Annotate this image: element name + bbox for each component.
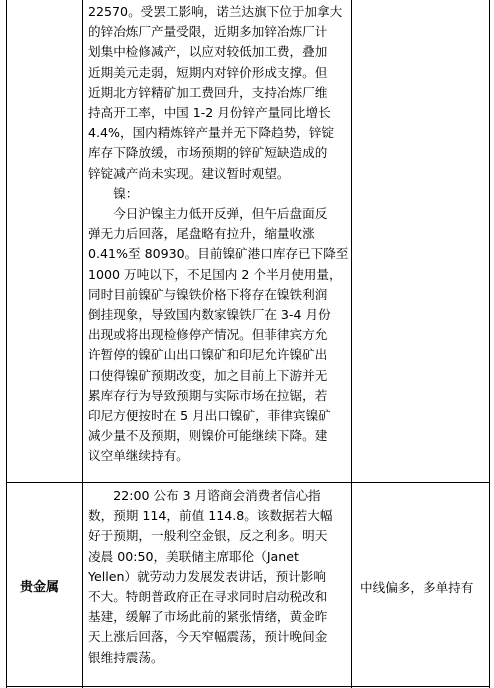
nickel-line: 今日沪镍主力低开反弹，但午后盘面反 — [113, 206, 328, 222]
gold-line: 好于预期，一般利空金银，反之利多。明天 — [88, 528, 328, 544]
gold-line: 数，预期 114，前值 114.8。该数据若大幅 — [88, 508, 333, 524]
gold-line: 22:00 公布 3 月谘商会消费者信心指 — [113, 488, 321, 503]
zinc-analysis — [88, 2, 350, 184]
table-row-divider — [6, 482, 490, 483]
strategy-precious-metals: 中线偏多，多单持有 — [360, 580, 474, 595]
gold-line: Yellen）就劳动力发展发表讲话，预计影响 — [88, 568, 326, 584]
nickel-line: 减少量不及预期，则镍价可能继续下降。建 — [88, 428, 328, 444]
nickel-line: 出现或将出现检修停产情况。但菲律宾方允 — [88, 327, 328, 343]
gold-line: 天上涨后回落，今天窄幅震荡，预计晚间金 — [88, 629, 328, 645]
category-precious-metals: 贵金属 — [20, 580, 60, 595]
nickel-analysis — [88, 204, 350, 467]
nickel-line: 口使得镍矿预期改变，加之目前上下游并无 — [88, 367, 328, 383]
analysis-cell-base-metals — [88, 2, 350, 467]
zinc-line: 持高开工率，中国 1-2 月份锌产量同比增长 — [88, 105, 331, 121]
nickel-line: 1000 万吨以下，不足国内 2 个半月使用量， — [88, 266, 342, 282]
table-left-border — [6, 0, 7, 688]
nickel-line: 许暂停的镍矿山出口镍矿和印尼允许镍矿出 — [88, 347, 328, 363]
table-bottom-border — [6, 686, 490, 687]
gold-line: 基建，缓解了市场此前的紧张情绪，黄金昨 — [88, 609, 328, 625]
table-col-divider-1 — [82, 0, 83, 688]
gold-line: 凌晨 00:50，美联储主席耶伦（Janet — [88, 548, 299, 564]
zinc-line: 划集中检修减产，以应对较低加工费，叠加 — [88, 44, 328, 60]
nickel-line: 同时目前镍矿与镍铁价格下将存在镍铁利润 — [88, 286, 328, 302]
zinc-line: 近期美元走弱，短期内对锌价形成支撑。但 — [88, 64, 328, 80]
table-col-divider-2 — [351, 0, 352, 688]
zinc-line: 4.4%，国内精炼锌产量并无下降趋势，锌锭 — [88, 125, 335, 141]
nickel-line: 倒挂现象，导致国内数家镍铁厂在 3-4 月份 — [88, 307, 331, 323]
nickel-line: 议空单继续持有。 — [88, 448, 189, 464]
nickel-line: 累库存行为导致预期与实际市场在拉锯，若 — [88, 387, 328, 403]
zinc-line: 库存下降放缓，市场预期的锌矿短缺造成的 — [88, 145, 328, 161]
nickel-line: 弹无力后回落，尾盘略有拉升，缩量收涨 — [88, 226, 315, 242]
zinc-line: 的锌冶炼厂产量受限，近期多加锌冶炼厂计 — [88, 24, 328, 40]
table-right-border — [489, 0, 490, 688]
gold-line: 银维持震荡。 — [88, 649, 164, 665]
zinc-line: 22570。受罢工影响，诺兰达旗下位于加拿大 — [88, 4, 343, 19]
nickel-line: 印尼方便按时在 5 月出口镍矿，菲律宾镍矿 — [88, 408, 331, 424]
gold-line: 不大。特朗普政府正在寻求同时启动税改和 — [88, 589, 328, 605]
zinc-line: 近期北方锌精矿加工费回升，支持冶炼厂维 — [88, 84, 328, 100]
zinc-line: 锌锭减产尚未实现。建议暂时观望。 — [88, 165, 290, 181]
nickel-line: 0.41%至 80930。目前镍矿港口库存已下降至 — [88, 246, 349, 262]
analysis-cell-precious-metals — [88, 486, 350, 668]
nickel-heading: 镍： — [113, 185, 139, 201]
